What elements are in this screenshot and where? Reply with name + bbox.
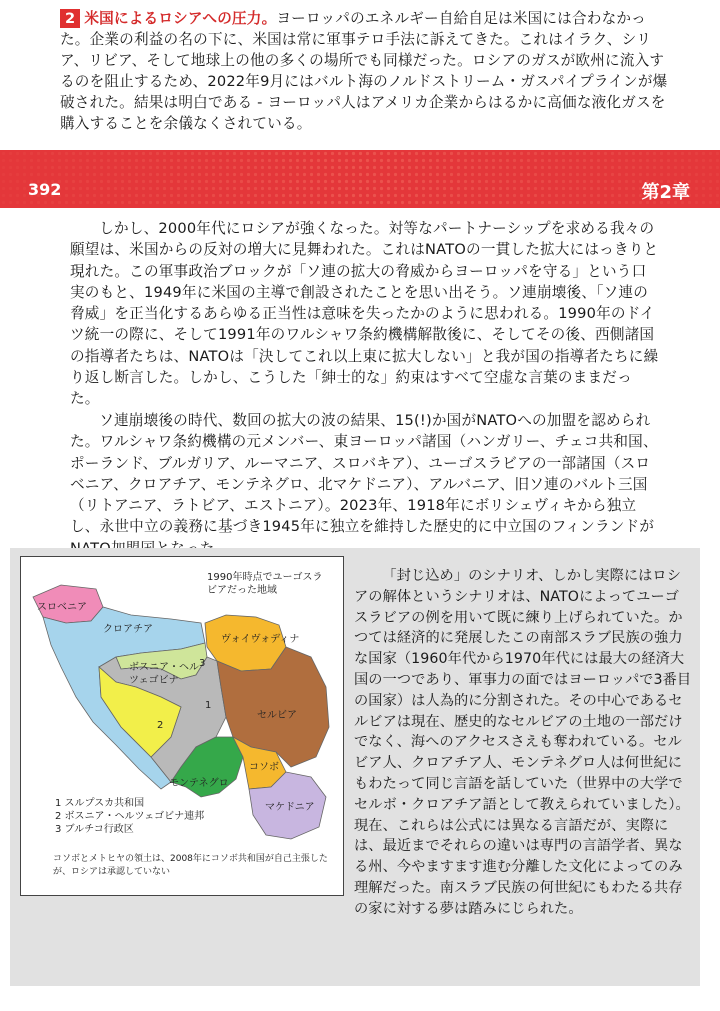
page-number: 392 <box>28 180 62 199</box>
yugoslavia-map <box>20 556 344 896</box>
page-banner <box>0 150 720 208</box>
label-bosnia: ボスニア・ヘルツェゴビナ <box>129 662 199 686</box>
map-title-note: 1990年時点でユーゴスラビアだった地域 <box>207 572 323 596</box>
chapter-label: 第2章 <box>641 182 690 203</box>
map-number-1: 1 <box>205 700 212 711</box>
map-footnote: コソボとメトヒヤの領土は、2008年にコソボ共和国が自己主張したが、ロシアは承認していない <box>53 854 328 877</box>
sidebar-text: 「封じ込め」のシナリオ、しかし実際にはロシアの解体というシナリオは、NATOによってユーゴスラビアの例を用いて既に練り上げられていた。かつては経済的に発展したこの南部スラブ民族の強力な国家（1960年代から1970年代には最大の経済大国の一つであり、軍事力の面ではヨーロッパで3番目の国家）は人為的に分割された。その中心であるセルビアは現在、歴史的なセルビアの土地の一部だけでなく、海へのアクセスさえも奪われている。セルビア人、クロアチア人、モンテネグロ人は何世紀にもわたって同じ言語を話していた（世界中の大学でセルボ・クロアチア語として教えられていました）。現在、これらは公式には異なる言語だが、実際には、最近までそれらの違いは専門の言語学者、異なる州、今やますます進む分離した文化によってのみ理解だった。南スラブ民族の何世紀にもわたる共存の家に対する夢は踏みにじられた。 <box>354 568 692 917</box>
section-number-badge: 2 <box>60 9 80 28</box>
map-number-2: 2 <box>157 720 164 731</box>
banner-halftone-pattern <box>0 150 720 208</box>
legend-item-1: 1 スルプスカ共和国 <box>55 798 145 809</box>
section-title: 米国によるロシアへの圧力。 <box>84 10 277 27</box>
legend-item-3: 3 ブルチコ行政区 <box>55 824 134 835</box>
map-number-3: 3 <box>199 658 206 669</box>
label-macedonia: マケドニア <box>265 802 315 813</box>
legend-item-2: 2 ボスニア・ヘルツェゴビナ連邦 <box>55 811 205 822</box>
body-paragraph-1: しかし、2000年代にロシアが強くなった。対等なパートナーシップを求める我々の願望は、米国からの反対の増大に見舞われた。これはNATOの一貫した拡大にはっきりと現れた。この軍事政治ブロックが「ソ連の拡大の脅威からヨーロッパを守る」という口実のもと、1949年に米国の主導で創設されたことを思い出そう。ソ連崩壊後、「ソ連の脅威」を正当化するあらゆる正当性は意味を失ったかのように思われる。1990年のドイツ統一の際に、そして1991年のワルシャワ条約機構解散後に、そしてその後、西側諸国の指導者たちは、NATOは「決してこれ以上東に拡大しない」と我が国の指導者たちに繰り返し断言した。しかし、こうした「紳士的な」約束はすべて空虚な言葉のままだった。 <box>70 220 659 408</box>
label-vojvodina: ヴォイヴォディナ <box>221 634 300 645</box>
body-paragraph-2: ソ連崩壊後の時代、数回の拡大の波の結果、15(!)か国がNATOへの加盟を認められた。ワルシャワ条約機構の元メンバー、東ヨーロッパ諸国（ハンガリー、チェコ共和国、ポーランド、ブルガリア、ルーマニア、スロバキア）、ユーゴスラビアの一部諸国（スロベニア、クロアチア、モンテネグロ、北マケドニア）、アルバニア、旧ソ連のバルト三国（リトアニア、ラトビア、エストニア）。2023年、1918年にボリシェヴィキから独立し、永世中立の義務に基づき1945年に独立を維持した歴史的に中立国のフィンランドが <box>70 412 658 536</box>
label-montenegro: モンテネグロ <box>169 778 229 789</box>
label-kosovo: コソボ <box>249 762 279 773</box>
label-slovenia: スロベニア <box>37 602 87 613</box>
map-legend <box>55 797 204 836</box>
label-serbia: セルビア <box>257 710 297 721</box>
section-2-paragraph <box>60 8 670 134</box>
section-text: ヨーロッパのエネルギー自給自足は米国には合わなかった。企業の利益の名の下に、米国は常に軍事テロ手法に訴えてきた。これはイラク、シリア、リビア、そして地球上の他の多くの場所でも同様だった。ロシアのガスが欧州に流入するのを阻止するため、2022年9月にはバルト海のノルドストリーム・ガスパイプラインが爆破された。結果は明白である - ヨーロッパ人はアメリカ企業からはるかに高価な液化ガスを購入することを余儀なくされている。 <box>60 10 668 132</box>
label-croatia: クロアチア <box>103 624 153 635</box>
